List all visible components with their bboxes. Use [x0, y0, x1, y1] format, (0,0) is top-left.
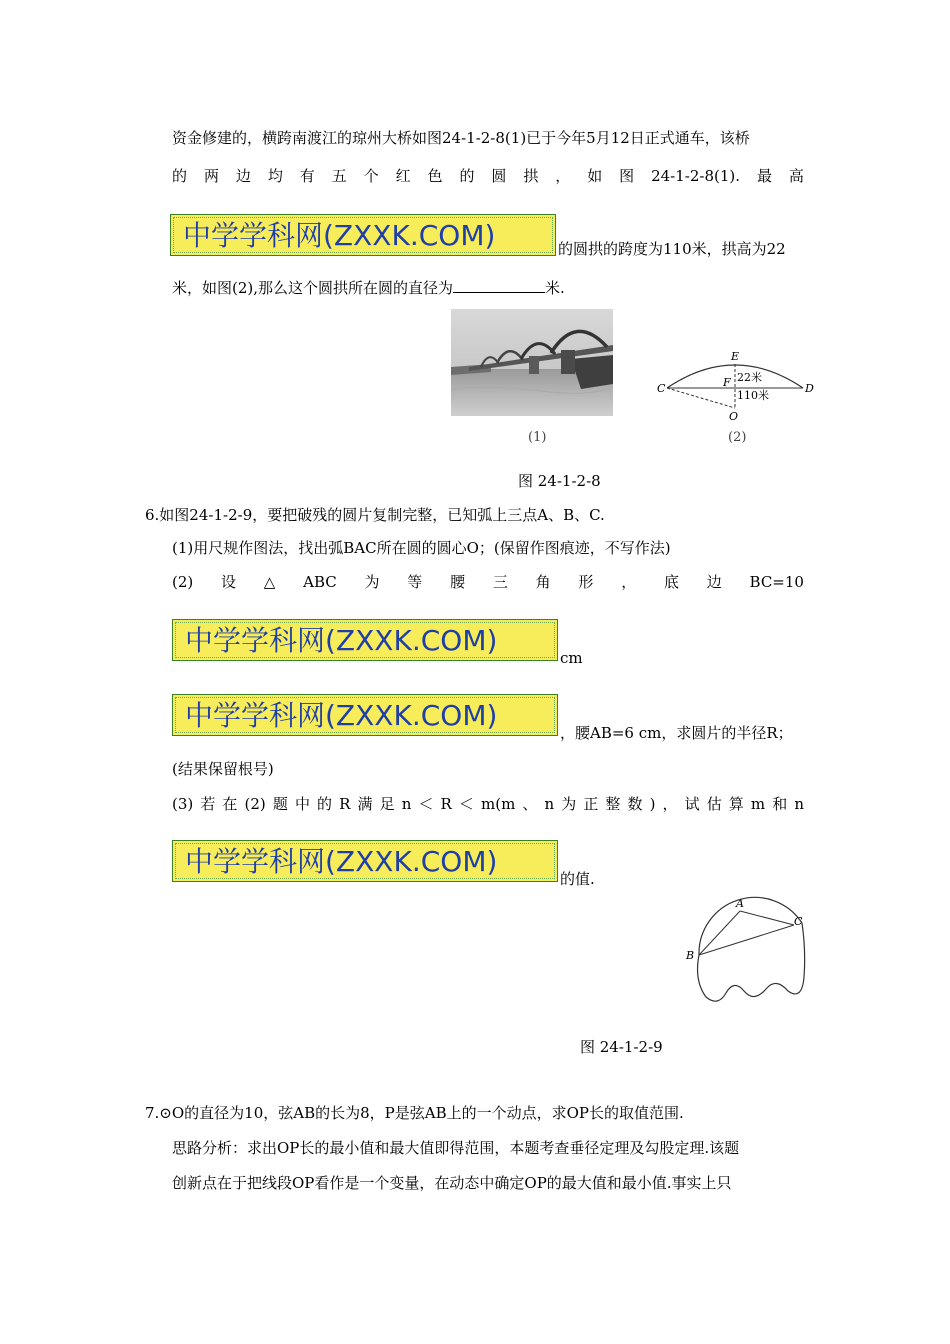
q6-line-3-word: ABC: [303, 573, 337, 591]
q6-line-7-word: R: [440, 795, 452, 813]
figure-caption-8: 图 24-1-2-8: [518, 472, 601, 490]
label-O: O: [729, 410, 739, 423]
q5-line-2-word: 五: [331, 167, 347, 185]
q5-line-2-word: 高: [788, 167, 804, 185]
label-A: A: [736, 897, 744, 910]
fig-sub-label-1: (1): [528, 430, 547, 445]
bridge-photo: [451, 309, 613, 416]
q5-line-2-word: 拱: [523, 167, 539, 185]
label-D: D: [805, 382, 814, 395]
q6-line-2: (1)用尺规作图法，找出弧BAC所在圆的圆心O；(保留作图痕迹，不写作法): [172, 539, 671, 557]
label-E: E: [731, 350, 740, 363]
q5-line-2-word: 边: [235, 167, 251, 185]
q6-line-7-word: 试: [684, 795, 700, 813]
watermark-text: 中学学科网(ZXXK.COM): [185, 624, 498, 657]
q6-line-7-word: ＜: [458, 795, 474, 813]
q5-line-2-word: 两: [203, 167, 219, 185]
q6-line-7-word: R: [339, 795, 351, 813]
q6-line-7-word: 中: [294, 795, 310, 813]
q5-line-2-word: 的: [172, 167, 188, 185]
q7-line-3: 创新点在于把线段OP看作是一个变量，在动态中确定OP的最大值和最小值.事实上只: [172, 1174, 732, 1192]
q5-line-2-word: 如: [587, 167, 603, 185]
q5-line-2-word: ，: [555, 167, 571, 185]
q6-line-7-word: 、: [522, 795, 538, 813]
q6-line-7-word: m: [750, 795, 766, 813]
q6-line-7-word: n: [401, 795, 412, 813]
watermark-text: 中学学科网(ZXXK.COM): [183, 219, 496, 252]
q6-line-3-word: 设: [221, 573, 237, 591]
q6-line-4-tail: cm: [560, 649, 583, 667]
q6-line-3-word: 形: [578, 573, 594, 591]
q6-line-7-word: (2): [244, 795, 266, 813]
q6-line-7-word: 正: [583, 795, 599, 813]
q5-line-4: 米，如图(2),那么这个圆拱所在圆的直径为 米.: [172, 279, 565, 297]
q6-line-3-word: △: [263, 573, 276, 591]
q6-line-7-word: 题: [272, 795, 288, 813]
q6-line-3-word: 角: [535, 573, 551, 591]
q6-line-6: (结果保留根号): [172, 760, 274, 778]
q6-line-3-word: 腰: [450, 573, 466, 591]
q5-line-2-word: 红: [395, 167, 411, 185]
arch-diagram: [655, 346, 815, 426]
watermark-text: 中学学科网(ZXXK.COM): [185, 699, 498, 732]
answer-blank[interactable]: [453, 277, 545, 293]
watermark-banner: [172, 619, 558, 661]
q6-line-7-word: ): [649, 795, 656, 813]
q6-line-7-word: 整: [605, 795, 621, 813]
q6-line-7-word: 为: [561, 795, 577, 813]
label-C: C: [657, 382, 666, 395]
watermark-banner: [172, 694, 558, 736]
q6-line-3-word: 等: [407, 573, 423, 591]
label-C: C: [794, 915, 803, 928]
label-F: F: [723, 376, 731, 389]
watermark-banner: [170, 214, 556, 256]
q6-line-7: [172, 794, 804, 814]
q6-line-7-word: 若: [200, 795, 216, 813]
fig-sub-label-2: (2): [728, 430, 747, 445]
q5-line-2-word: 有: [299, 167, 315, 185]
q5-line-2-word: 图: [619, 167, 635, 185]
q6-line-7-word: ＜: [418, 795, 434, 813]
q5-line-2-word: 24-1-2-8(1).: [651, 167, 741, 185]
q6-line-7-word: 数: [627, 795, 643, 813]
q5-line-2-word: 的: [459, 167, 475, 185]
q6-line-7-word: 和: [772, 795, 788, 813]
broken-disc-diagram: [680, 893, 815, 1008]
q6-line-7-word: 满: [357, 795, 373, 813]
q5-line-2-word: 均: [267, 167, 283, 185]
label-height: 22米: [737, 371, 762, 384]
q5-line-2-word: 圆: [491, 167, 507, 185]
q7-line-1: 7.⊙O的直径为10，弦AB的长为8，P是弦AB上的一个动点，求OP长的取值范围.: [145, 1104, 684, 1122]
q5-line-2-word: 个: [363, 167, 379, 185]
q6-line-7-word: 算: [728, 795, 744, 813]
q6-line-7-word: 在: [222, 795, 238, 813]
q6-line-8-tail: 的值.: [560, 870, 595, 888]
q5-line-1: 资金修建的，横跨南渡江的琼州大桥如图24-1-2-8(1)已于今年5月12日正式通车，该桥: [172, 129, 750, 147]
q6-line-7-word: (3): [172, 795, 194, 813]
q6-line-7-word: ，: [662, 795, 678, 813]
q5-line-2-word: 最: [756, 167, 772, 185]
q6-line-7-word: n: [544, 795, 555, 813]
q6-line-5-tail: ，腰AB=6 cm，求圆片的半径R；: [560, 724, 793, 742]
q6-line-3-word: 三: [492, 573, 508, 591]
q6-line-7-word: 足: [379, 795, 395, 813]
q5-line-2: [172, 166, 804, 186]
figure-caption-9: 图 24-1-2-9: [580, 1038, 663, 1056]
q7-line-2: 思路分析：求出OP长的最小值和最大值即得范围，本题考查垂径定理及勾股定理.该题: [172, 1139, 740, 1157]
q6-line-3-word: 边: [706, 573, 722, 591]
q5-line-3-tail: 的圆拱的跨度为110米，拱高为22: [558, 240, 786, 258]
watermark-banner: [172, 840, 558, 882]
q6-line-3-word: ，: [621, 573, 637, 591]
q6-line-3-word: BC=10: [749, 573, 804, 591]
q6-line-3: [172, 572, 804, 592]
q6-line-7-word: n: [794, 795, 804, 813]
q6-line-1: 6.如图24-1-2-9，要把破残的圆片复制完整，已知弧上三点A、B、C.: [145, 506, 605, 524]
q6-line-7-word: 估: [706, 795, 722, 813]
watermark-text: 中学学科网(ZXXK.COM): [185, 845, 498, 878]
q6-line-3-word: 底: [663, 573, 679, 591]
label-B: B: [686, 949, 695, 962]
q6-line-7-word: m(m: [481, 795, 516, 813]
q6-line-3-word: 为: [364, 573, 380, 591]
q6-line-3-word: (2): [172, 573, 194, 591]
label-width: 110米: [737, 389, 769, 402]
q5-line-2-word: 色: [427, 167, 443, 185]
q6-line-7-word: 的: [317, 795, 333, 813]
